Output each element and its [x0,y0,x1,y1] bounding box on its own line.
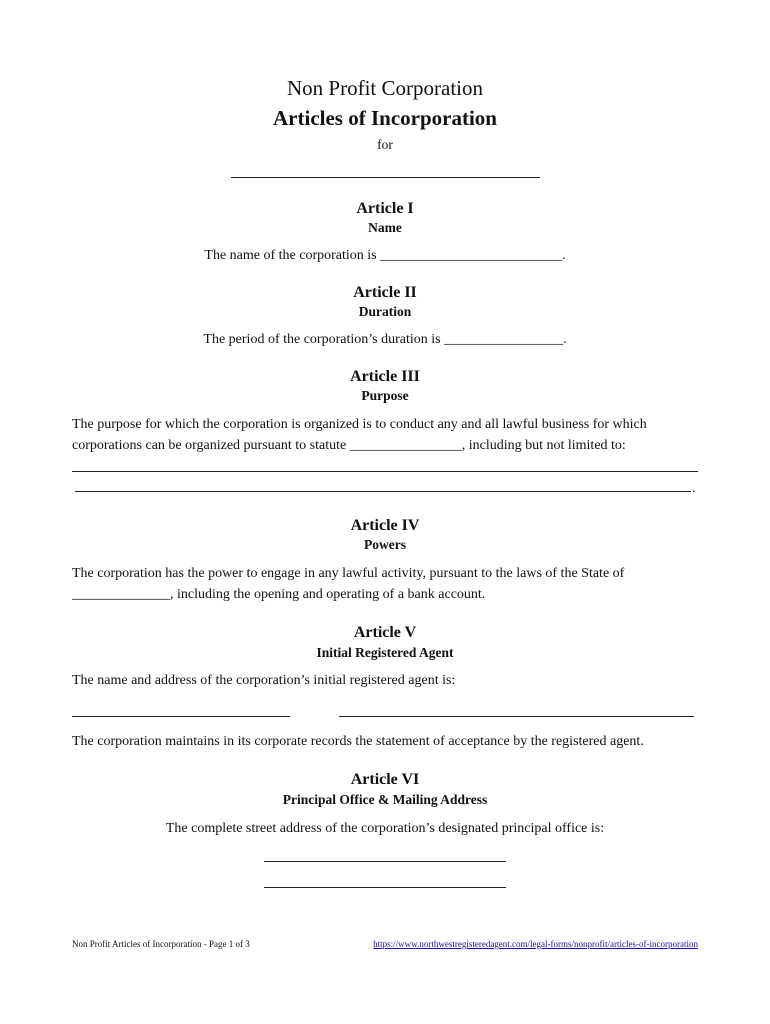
for-label: for [377,137,393,152]
article-5-text-line1: The name and address of the corporation’s initial registered agent is: [72,673,456,688]
office-address-blank-2[interactable] [264,887,506,888]
article-1-text: The name of the corporation is __________________________. [204,248,566,263]
article-3-subheading: Purpose [361,388,409,403]
purpose-blank-line-1[interactable] [72,471,698,472]
article-6-subheading: Principal Office & Mailing Address [282,792,488,807]
corporation-name-blank[interactable] [231,177,540,178]
article-1-subheading: Name [368,220,402,235]
article-6-heading: Article VI [350,771,420,788]
footer-page-label: Non Profit Articles of Incorporation - Page 1 of 3 [72,939,250,949]
article-3-text-line1: The purpose for which the corporation is organized is to conduct any and all lawful business for which [72,417,647,432]
article-6-text: The complete street address of the corporation’s designated principal office is: [165,821,605,836]
article-3-heading: Article III [350,368,420,385]
article-4-subheading: Powers [364,537,406,552]
article-2-subheading: Duration [358,304,412,319]
agent-name-blank[interactable] [72,716,290,717]
article-5-subheading: Initial Registered Agent [316,645,454,660]
purpose-end-period: . [692,481,696,496]
article-4-text-line1: The corporation has the power to engage in any lawful activity, pursuant to the laws of the State of [72,566,625,581]
article-1-heading: Article I [356,200,414,217]
agent-address-blank[interactable] [339,716,694,717]
article-2-text: The period of the corporation’s duration is _________________. [203,332,567,347]
document-title-line2: Articles of Incorporation [273,106,497,130]
footer-url-link[interactable]: https://www.northwestregisteredagent.com/legal-forms/nonprofit/articles-of-incorporation [373,939,698,949]
article-5-heading: Article V [353,624,417,641]
article-2-heading: Article II [353,284,417,301]
purpose-blank-line-2[interactable] [75,491,691,492]
article-4-text-line2: ______________, including the opening and operating of a bank account. [72,587,486,602]
office-address-blank-1[interactable] [264,861,506,862]
article-5-text-line2: The corporation maintains in its corporate records the statement of acceptance by the registered agent. [72,734,644,749]
article-3-text-line2: corporations can be organized pursuant to statute ________________, including but not limited to: [72,438,626,453]
document-title-line1: Non Profit Corporation [287,76,483,100]
article-4-heading: Article IV [350,517,420,534]
